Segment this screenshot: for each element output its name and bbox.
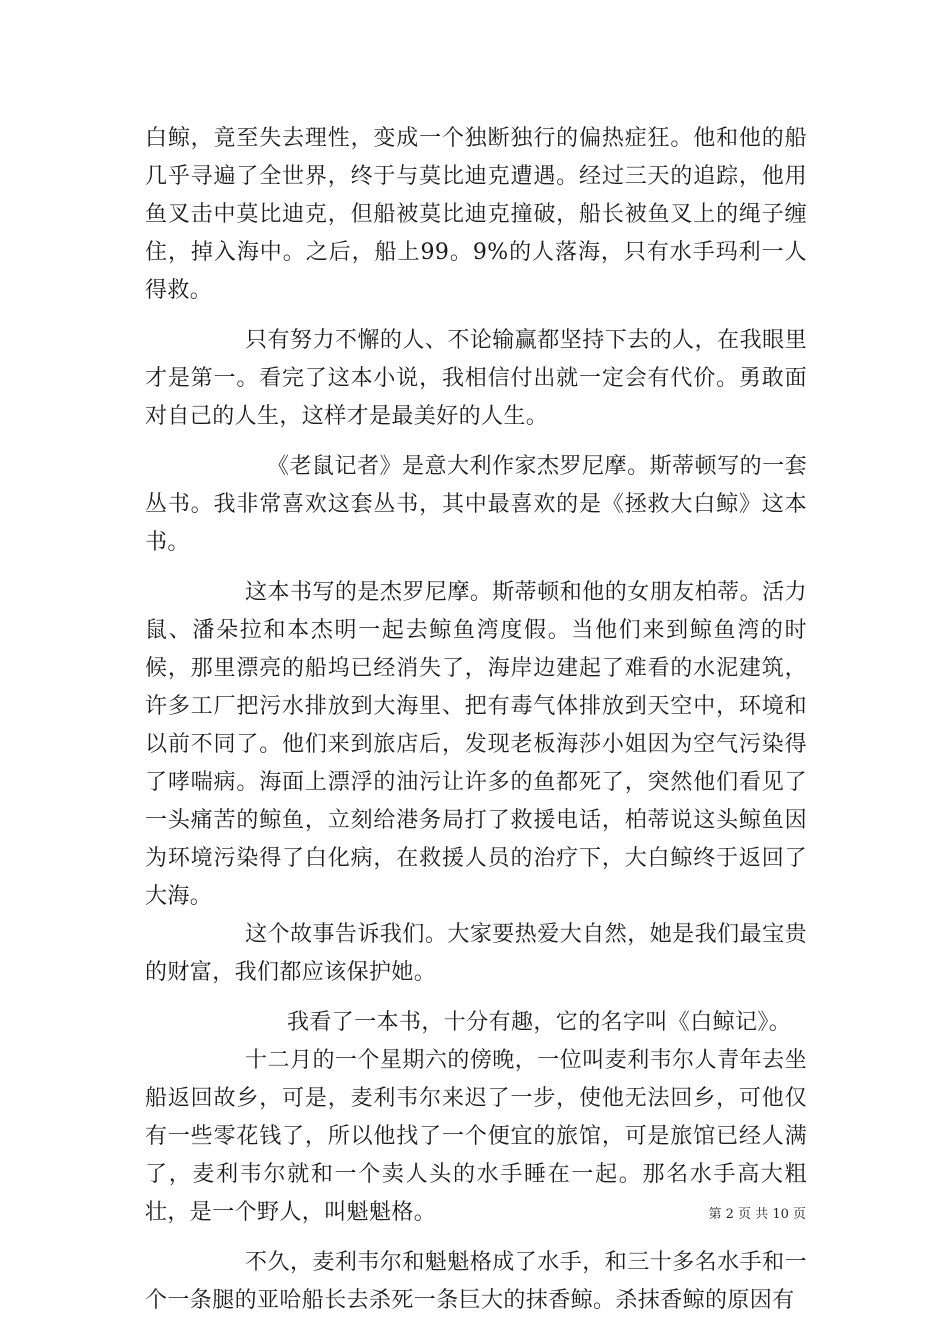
paragraph-2: 只有努力不懈的人、不论输赢都坚持下去的人，在我眼里才是第一。看完了这本小说，我相信付出就一定会有代价。勇敢面对自己的人生，这样才是最美好的人生。: [145, 328, 807, 429]
paragraph-3: 《老鼠记者》是意大利作家杰罗尼摩。斯蒂顿写的一套丛书。我非常喜欢这套丛书，其中最喜欢的是《拯救大白鲸》这本书。: [145, 454, 807, 555]
paragraph-7: 十二月的一个星期六的傍晚，一位叫麦利韦尔人青年去坐船返回故乡，可是，麦利韦尔来迟了一步，使他无法回乡，可他仅有一些零花钱了，所以他找了一个便宜的旅馆，可是旅馆已经人满了，麦利韦尔就和一个卖人头的水手睡在一起。那名水手高大粗壮，是一个野人，叫魁魁格。: [145, 1048, 807, 1225]
paragraph-1: 白鲸，竟至失去理性，变成一个独断独行的偏热症狂。他和他的船几乎寻遍了全世界，终于与莫比迪克遭遇。经过三天的追踪，他用鱼叉击中莫比迪克，但船被莫比迪克撞破，船长被鱼叉上的绳子缠住，掉入海中。之后，船上99。9%的人落海，只有水手玛利一人得救。: [145, 126, 807, 303]
paragraph-4: 这本书写的是杰罗尼摩。斯蒂顿和他的女朋友柏蒂。活力鼠、潘朵拉和本杰明一起去鲸鱼湾度假。当他们来到鲸鱼湾的时候，那里漂亮的船坞已经消失了，海岸边建起了难看的水泥建筑，许多工厂把污水排放到大海里、把有毒气体排放到天空中，环境和以前不同了。他们来到旅店后，发现老板海莎小姐因为空气污染得了哮喘病。海面上漂浮的油污让许多的鱼都死了，突然他们看见了一头痛苦的鲸鱼，立刻给港务局打了救援电话，柏蒂说这头鲸鱼因为环境污染得了白化病，在救援人员的治疗下，大白鲸终于返回了大海。: [145, 580, 807, 909]
paragraph-6: 我看了一本书，十分有趣，它的名字叫《白鲸记》。: [287, 1010, 792, 1035]
paragraph-5: 这个故事告诉我们。大家要热爱大自然，她是我们最宝贵的财富，我们都应该保护她。: [145, 922, 807, 985]
body-text: [145, 120, 807, 1320]
paragraph-8: 不久，麦利韦尔和魁魁格成了水手，和三十多名水手和一个一条腿的亚哈船长去杀死一条巨大的抹香鲸。杀抹香鲸的原因有: [145, 1250, 807, 1313]
page-number-footer: 第 2 页 共 10 页: [708, 1207, 806, 1222]
